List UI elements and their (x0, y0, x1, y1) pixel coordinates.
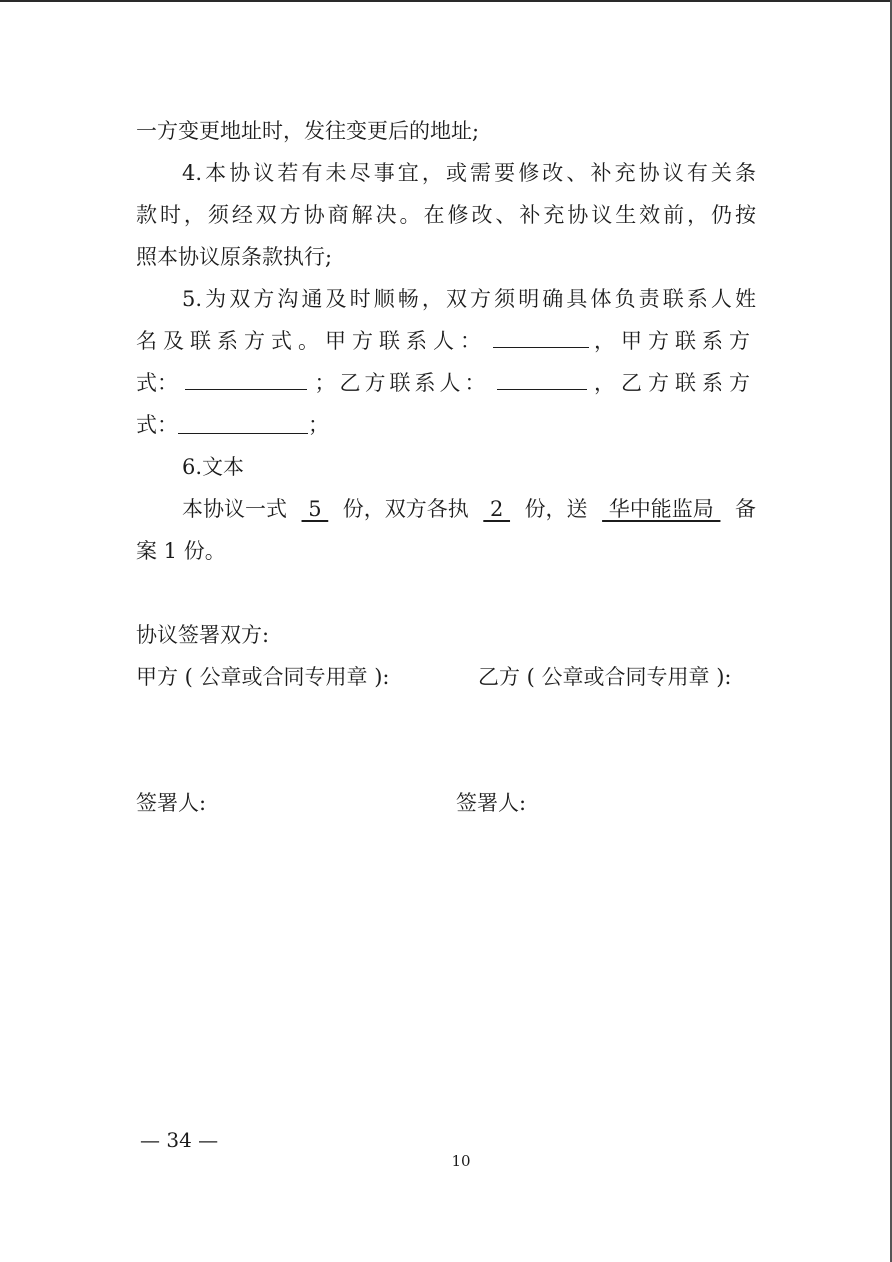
party-b-phone-label-cont: 式： (136, 413, 178, 437)
clause-6-line-1 (136, 488, 756, 530)
copies-text-4: 备 (734, 497, 756, 521)
clause-5-line-2 (136, 320, 756, 362)
party-a-seal-label: 甲方 ( 公章或合同专用章 ): (136, 665, 390, 689)
party-b-signer-label: 签署人: (456, 791, 527, 815)
seal-row (136, 656, 756, 698)
clause-5-line-1: 5.为双方沟通及时顺畅，双方须明确具体负责联系人姓 (182, 287, 756, 311)
party-b-phone-label: ，乙方联系方 (594, 371, 756, 395)
party-b-contact-label: ；乙方联系人： (314, 371, 490, 395)
clause-4-line-1: 4.本协议若有未尽事宜，或需要修改、补充协议有关条 (182, 161, 756, 185)
document-body (136, 110, 756, 824)
signature-heading: 协议签署双方: (136, 623, 270, 647)
page-marker: — 34 — (140, 1128, 219, 1152)
copies-text-2: 份，双方各执 (342, 497, 469, 521)
spacer (136, 698, 756, 740)
copies-each-value: 2 (483, 497, 511, 521)
clause-5-end: ； (308, 413, 329, 437)
clause-4-line-2: 款时，须经双方协商解决。在修改、补充协议生效前，仍按 (136, 203, 756, 227)
party-a-contact-label: 名及联系方式。甲方联系人： (136, 329, 487, 353)
clause-4-line-3: 照本协议原条款执行; (136, 245, 333, 269)
party-a-contact-blank[interactable] (493, 325, 589, 348)
copies-text-1: 本协议一式 (182, 497, 287, 521)
party-a-phone-blank[interactable] (185, 367, 307, 390)
clause-6-heading: 6.文本 (182, 455, 245, 479)
party-b-seal-label: 乙方 ( 公章或合同专用章 ): (478, 665, 732, 689)
clause-5-line-4 (136, 404, 756, 446)
party-b-phone-blank[interactable] (178, 411, 308, 434)
copies-total-value: 5 (301, 497, 329, 521)
clause-5-line-3 (136, 362, 756, 404)
spacer (136, 572, 756, 614)
party-b-contact-blank[interactable] (497, 367, 587, 390)
party-a-signer-label: 签署人: (136, 791, 207, 815)
signer-row (136, 782, 756, 824)
clause-6-line-2: 案 1 份。 (136, 539, 226, 563)
copies-text-3: 份，送 (524, 497, 588, 521)
page-top-border (0, 0, 892, 2)
party-a-phone-label-cont: 式： (136, 371, 178, 395)
page-number: 10 (451, 1152, 471, 1170)
filing-recipient: 华中能监局 (602, 497, 721, 521)
spacer (136, 740, 756, 782)
party-a-phone-label: ，甲方联系方 (594, 329, 756, 353)
paragraph-address-tail: 一方变更地址时，发往变更后的地址; (136, 119, 480, 143)
